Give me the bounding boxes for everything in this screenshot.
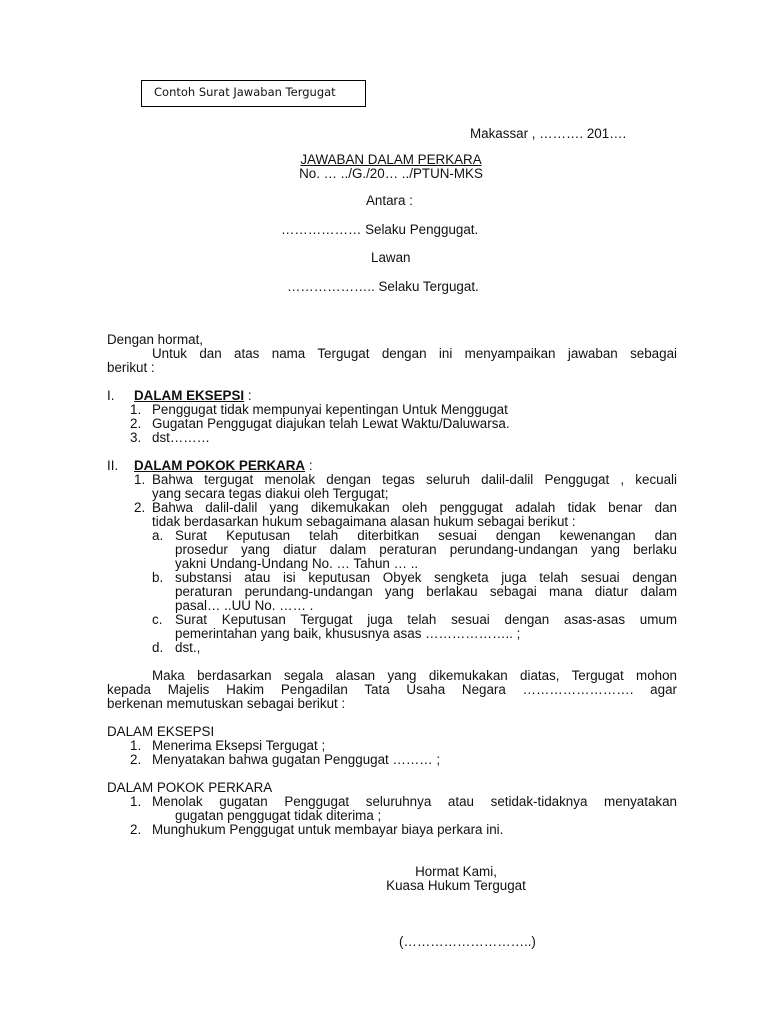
- section-1-item-3-text: dst………: [152, 430, 211, 445]
- subitem-b-label: b.: [152, 570, 164, 585]
- section-2-item-1-number: 1.: [134, 472, 146, 487]
- section-2-item-2-number: 2.: [134, 500, 146, 515]
- section-1-item-3-number: 3.: [130, 430, 142, 445]
- section-1-colon: :: [244, 388, 252, 403]
- subitem-d-label: d.: [152, 640, 164, 655]
- subitem-a-line-1: Surat Keputusan telah diterbitkan sesuai dengan kewenangan dan: [175, 528, 677, 543]
- subitem-d-line-1: dst.,: [175, 640, 201, 655]
- section-2-number: II.: [107, 458, 119, 473]
- letter-title: JAWABAN DALAM PERKARA: [300, 152, 482, 167]
- petitum-2-item-1-line-1: Menolak gugatan Penggugat seluruhnya atau setidak-tidaknya menyatakan: [152, 794, 677, 809]
- petitum-1-item-2-text: Menyatakan bahwa gugatan Penggugat ……… ;: [152, 752, 441, 767]
- greeting: Dengan hormat,: [107, 332, 204, 347]
- conclusion-line-3: berkenan memutuskan sebagai berikut :: [107, 696, 346, 711]
- place-date: Makassar , ………. 201….: [470, 126, 627, 141]
- subitem-a-line-3: yakni Undang-Undang No. … Tahun … ..: [175, 556, 419, 571]
- signatory: Kuasa Hukum Tergugat: [386, 878, 526, 893]
- section-1-item-1-text: Penggugat tidak mempunyai kepentingan Untuk Menggugat: [152, 402, 508, 417]
- intro-line-1: Untuk dan atas nama Tergugat dengan ini menyampaikan jawaban sebagai: [152, 346, 677, 361]
- section-2-heading: DALAM POKOK PERKARA: [134, 458, 306, 473]
- section-2-item-2-line-2: tidak berdasarkan hukum sebagaimana alasan hukum sebagai berikut :: [152, 514, 576, 529]
- petitum-1-item-2-number: 2.: [130, 752, 142, 767]
- between-label: Antara :: [366, 193, 413, 208]
- label-box: [141, 80, 366, 107]
- signature-placeholder: (………………………..): [399, 934, 536, 949]
- petitum-1-item-1-number: 1.: [130, 738, 142, 753]
- subitem-b-line-3: pasal… ..UU No. …… .: [175, 598, 314, 613]
- section-1-item-2-text: Gugatan Penggugat diajukan telah Lewat Waktu/Daluwarsa.: [152, 416, 510, 431]
- defendant-line: ……………….. Selaku Tergugat.: [287, 279, 479, 294]
- subitem-b-line-2: peraturan perundang-undangan yang berlakau sebagai mana diatur dalam: [175, 584, 677, 599]
- section-1-item-1-number: 1.: [130, 402, 142, 417]
- section-1-number: I.: [107, 388, 115, 403]
- closing: Hormat Kami,: [415, 864, 497, 879]
- section-2-item-2-line-1: Bahwa dalil-dalil yang dikemukakan oleh penggugat adalah tidak benar dan: [152, 500, 677, 515]
- subitem-b-line-1: substansi atau isi keputusan Obyek sengketa juga telah sesuai dengan: [175, 570, 677, 585]
- label-box-text: Contoh Surat Jawaban Tergugat: [154, 85, 336, 99]
- petitum-1-item-1-text: Menerima Eksepsi Tergugat ;: [152, 738, 326, 753]
- conclusion-line-1: Maka berdasarkan segala alasan yang dikemukakan diatas, Tergugat mohon: [152, 668, 677, 683]
- petitum-2-item-1-number: 1.: [130, 794, 142, 809]
- petitum-2-item-2-number: 2.: [130, 822, 142, 837]
- conclusion-line-2: kepada Majelis Hakim Pengadilan Tata Usaha Negara ……………………. agar: [107, 682, 677, 697]
- case-number: No. … ../G./20… ../PTUN-MKS: [299, 166, 483, 181]
- intro-line-2: berikut :: [107, 360, 155, 375]
- section-1-heading: DALAM EKSEPSI: [134, 388, 245, 403]
- subitem-c-line-2: pemerintahan yang baik, khususnya asas ……………….. ;: [175, 626, 521, 641]
- petitum-2-item-1-line-2: gugatan penggugat tidak diterima ;: [175, 808, 382, 823]
- versus-label: Lawan: [371, 250, 411, 265]
- petitum-2-heading: DALAM POKOK PERKARA: [107, 780, 273, 795]
- subitem-c-label: c.: [152, 612, 163, 627]
- petitum-2-item-2-text: Munghukum Penggugat untuk membayar biaya perkara ini.: [152, 822, 504, 837]
- section-2-colon: :: [305, 458, 313, 473]
- section-2-item-1-line-2: yang secara tegas diakui oleh Tergugat;: [152, 486, 389, 501]
- section-1-item-2-number: 2.: [130, 416, 142, 431]
- petitum-1-heading: DALAM EKSEPSI: [107, 724, 215, 739]
- subitem-a-label: a.: [152, 528, 164, 543]
- section-2-item-1-line-1: Bahwa tergugat menolak dengan tegas seluruh dalil-dalil Penggugat , kecuali: [152, 472, 677, 487]
- plaintiff-line: ……………… Selaku Penggugat.: [281, 222, 479, 237]
- subitem-a-line-2: prosedur yang diatur dalam peraturan perundang-undangan yang berlaku: [175, 542, 677, 557]
- subitem-c-line-1: Surat Keputusan Tergugat juga telah sesuai dengan asas-asas umum: [175, 612, 677, 627]
